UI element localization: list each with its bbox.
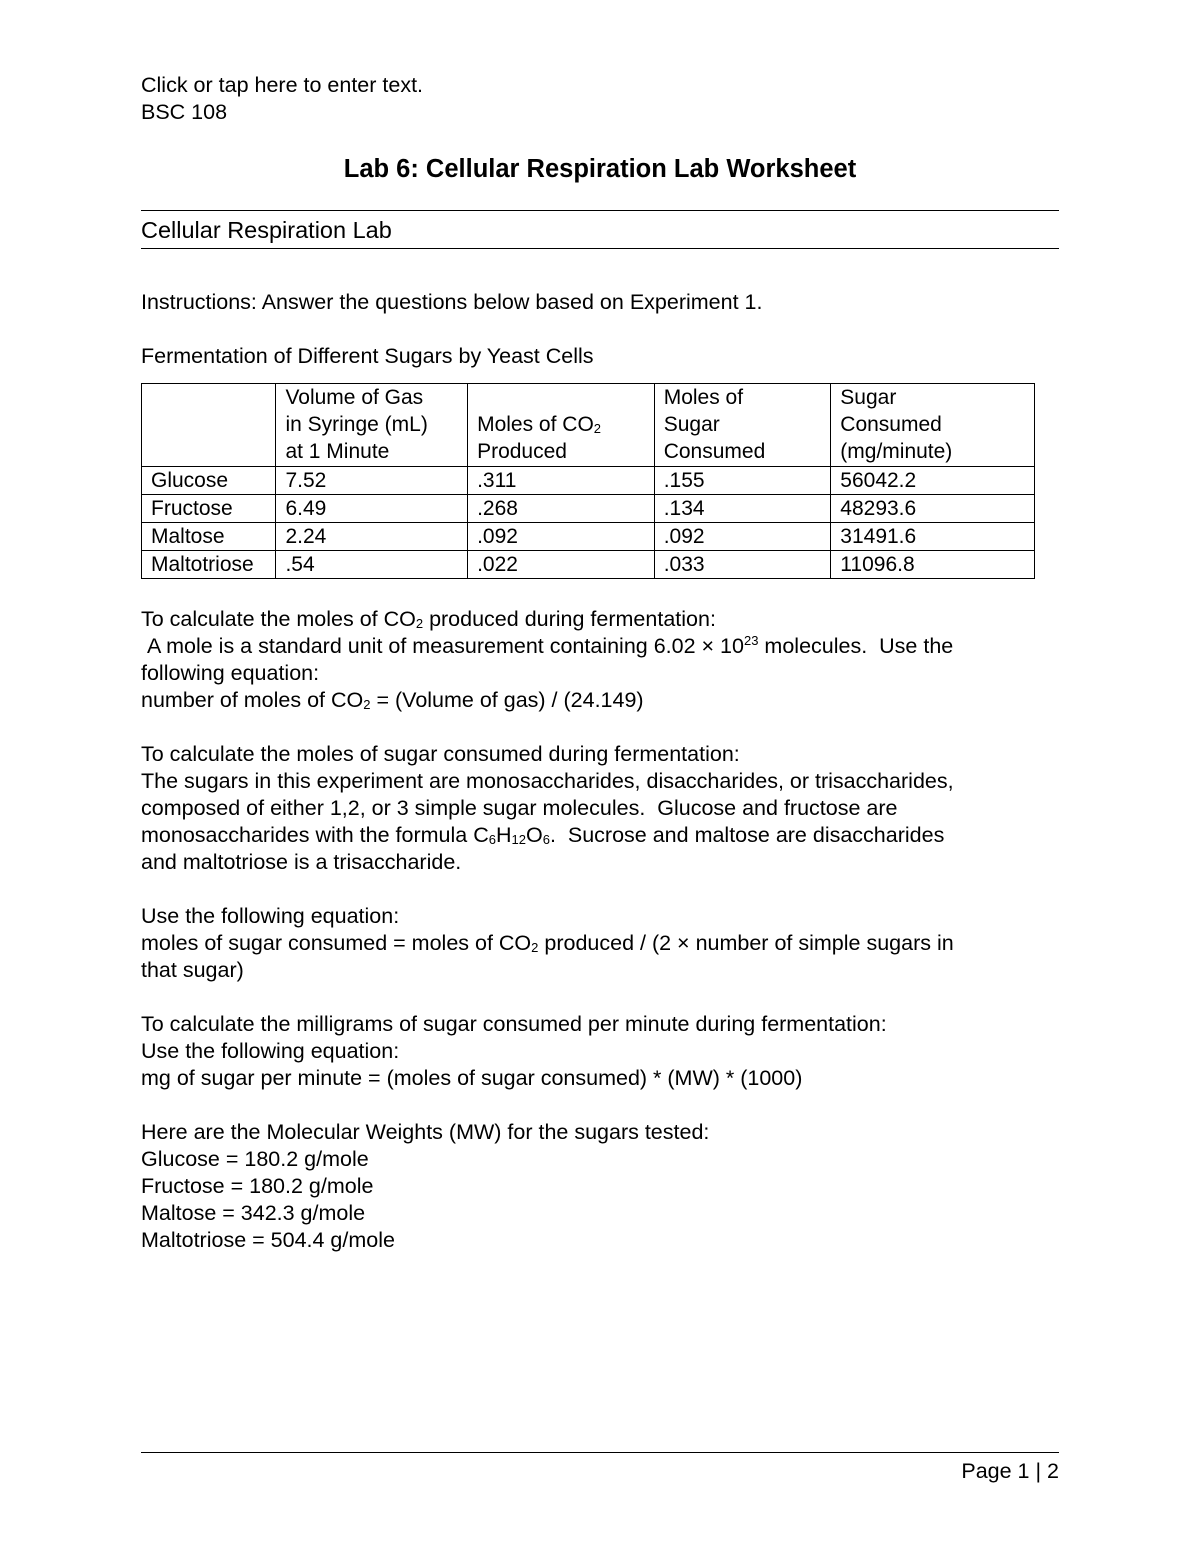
header-volume-line: Volume of Gas (285, 386, 424, 409)
mw-item: Maltose = 342.3 g/mole (141, 1201, 366, 1225)
header-moles-sugar (654, 384, 831, 467)
mg-equation: mg of sugar per minute = (moles of sugar consumed) * (MW) * (1000) (141, 1066, 803, 1090)
footer-rule (141, 1452, 1059, 1453)
mg-heading: To calculate the milligrams of sugar consumed per minute during fermentation: (141, 1012, 887, 1036)
cell-co2: .268 (468, 495, 655, 523)
fermentation-table (141, 383, 1035, 579)
sugar-heading: To calculate the moles of sugar consumed during fermentation: (141, 742, 740, 766)
header-co2-line: Moles of $CO_2$ (477, 413, 602, 436)
cell-moles-sugar: .134 (654, 495, 831, 523)
cell-volume: .54 (276, 551, 468, 579)
cell-sugar: Maltose (142, 523, 276, 551)
cell-sugar: Fructose (142, 495, 276, 523)
table-caption: Fermentation of Different Sugars by Yeast Cells (141, 344, 594, 368)
mole-definition: A mole is a standard unit of measurement containing $6.02 \times 10^{23}$ molecules. Use the (141, 633, 954, 658)
instructions: Instructions: Answer the questions below based on Experiment 1. (141, 290, 763, 314)
header-mg-line: Consumed (840, 413, 942, 436)
header-moles-line: Moles of (663, 386, 744, 409)
sugar-text: The sugars in this experiment are monosaccharides, disaccharides, or trisaccharides, (141, 769, 954, 793)
header-volume-line: at 1 Minute (285, 440, 390, 463)
cell-mg-min: 56042.2 (831, 467, 1035, 495)
sugar-equation-cont: that sugar) (141, 958, 244, 982)
section-title: Cellular Respiration Lab (141, 217, 392, 243)
page-number: Page 1 | 2 (961, 1459, 1059, 1483)
header-mg-min (831, 384, 1035, 467)
header-mg-line: Sugar (840, 386, 897, 409)
table-row (142, 551, 1035, 579)
equation-intro: Use the following equation: (141, 904, 400, 928)
cell-sugar: Glucose (142, 467, 276, 495)
document-page (141, 72, 1059, 1254)
table-row (142, 495, 1035, 523)
header-moles-line: Consumed (663, 440, 766, 463)
sugar-equation: moles of sugar consumed = moles of $CO_2$ produced / (2 × number of simple sugars in (141, 931, 954, 955)
cell-co2: .311 (468, 467, 655, 495)
cell-moles-sugar: .155 (654, 467, 831, 495)
sugar-text: composed of either 1,2, or 3 simple sugar molecules. Glucose and fructose are (141, 796, 898, 820)
header-moles-line: Sugar (663, 413, 720, 436)
cell-co2: .092 (468, 523, 655, 551)
cell-volume: 6.49 (276, 495, 468, 523)
header-co2-line: Produced (477, 440, 567, 463)
cell-volume: 7.52 (276, 467, 468, 495)
table-header-row (142, 384, 1035, 467)
cell-moles-sugar: .092 (654, 523, 831, 551)
sugar-text: and maltotriose is a trisaccharide. (141, 850, 462, 874)
placeholder-text-field[interactable]: Click or tap here to enter text. (141, 73, 424, 97)
co2-heading: To calculate the moles of $CO_2$ produced during fermentation: (141, 607, 716, 631)
cell-mg-min: 31491.6 (831, 523, 1035, 551)
cell-sugar: Maltotriose (142, 551, 276, 579)
header-volume (276, 384, 468, 467)
cell-co2: .022 (468, 551, 655, 579)
sugar-formula-line: monosaccharides with the formula $C_6H_{12}O_6$. Sucrose and maltose are disaccharides (141, 823, 945, 847)
cell-moles-sugar: .033 (654, 551, 831, 579)
mw-item: Fructose = 180.2 g/mole (141, 1174, 374, 1198)
mw-heading: Here are the Molecular Weights (MW) for the sugars tested: (141, 1120, 710, 1144)
mg-intro: Use the following equation: (141, 1039, 400, 1063)
header-volume-line: in Syringe (mL) (285, 413, 428, 436)
document-title: Lab 6: Cellular Respiration Lab Worksheet (343, 155, 857, 183)
mw-item: Maltotriose = 504.4 g/mole (141, 1228, 395, 1252)
header-blank (142, 384, 276, 467)
co2-equation: number of moles of $CO_2$ = (Volume of gas) / (24.149) (141, 688, 644, 712)
mole-definition-cont: following equation: (141, 661, 320, 685)
header-co2 (468, 384, 655, 467)
course-code: BSC 108 (141, 100, 228, 124)
cell-volume: 2.24 (276, 523, 468, 551)
cell-mg-min: 11096.8 (831, 551, 1035, 579)
table-row (142, 523, 1035, 551)
table-row (142, 467, 1035, 495)
header-mg-line: (mg/minute) (840, 440, 953, 463)
mw-item: Glucose = 180.2 g/mole (141, 1147, 369, 1171)
cell-mg-min: 48293.6 (831, 495, 1035, 523)
